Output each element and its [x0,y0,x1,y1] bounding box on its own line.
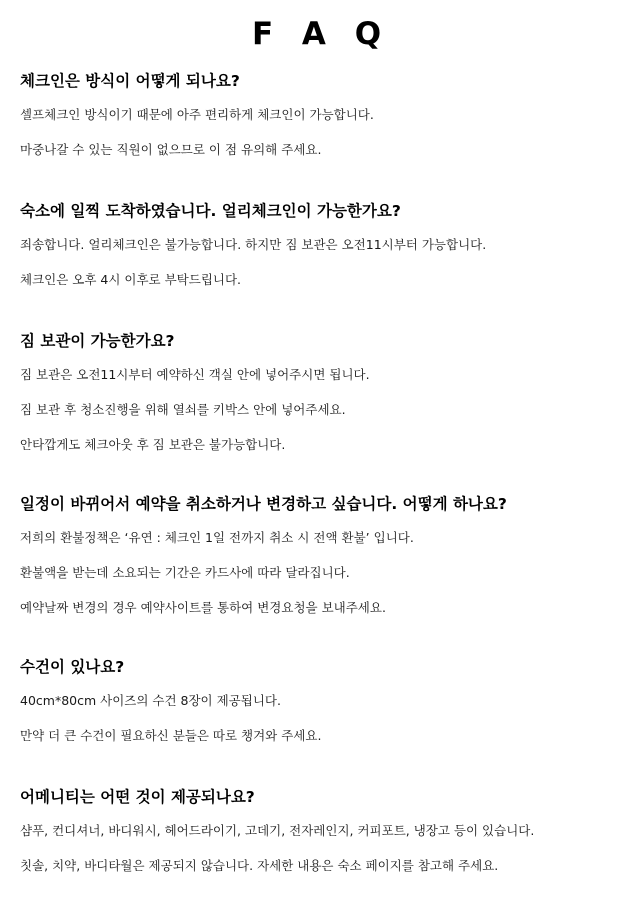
faq-section-towels [20,656,632,745]
faq-answer: 짐 보관 후 청소진행을 위해 열쇠를 키박스 안에 넣어주세요. [20,402,346,417]
faq-answer: 안타깝게도 체크아웃 후 짐 보관은 불가능합니다. [20,437,286,452]
faq-answer: 저희의 환불정책은 ‘유연 : 체크인 1일 전까지 취소 시 전액 환불’ 입니다. [20,530,414,545]
faq-answer: 짐 보관은 오전11시부터 예약하신 객실 안에 넣어주시면 됩니다. [20,367,370,382]
faq-section-cancel-change [20,493,632,617]
faq-question: 일정이 바뀌어서 예약을 취소하거나 변경하고 싶습니다. 어떻게 하나요? [20,495,507,513]
faq-question: 어메니티는 어떤 것이 제공되나요? [20,788,255,806]
faq-answer: 마중나갈 수 있는 직원이 없으므로 이 점 유의해 주세요. [20,142,322,157]
faq-answer: 셀프체크인 방식이기 때문에 아주 편리하게 체크인이 가능합니다. [20,107,374,122]
faq-answer-list [20,366,632,454]
faq-answer: 칫솔, 치약, 바디타월은 제공되지 않습니다. 자세한 내용은 숙소 페이지를 참고해 주세요. [20,858,499,873]
faq-answer: 환불액을 받는데 소요되는 기간은 카드사에 따라 달라집니다. [20,565,350,580]
faq-section-early-checkin [20,200,632,289]
faq-answer: 만약 더 큰 수건이 필요하신 분들은 따로 챙겨와 주세요. [20,728,322,743]
faq-answer-list [20,692,632,745]
faq-question: 짐 보관이 가능한가요? [20,332,175,350]
faq-question: 숙소에 일찍 도착하였습니다. 얼리체크인이 가능한가요? [20,202,401,220]
faq-answer-list [20,529,632,617]
faq-answer: 죄송합니다. 얼리체크인은 불가능합니다. 하지만 짐 보관은 오전11시부터 가능합니다. [20,237,487,252]
faq-answer: 샴푸, 컨디셔너, 바디워시, 헤어드라이기, 고데기, 전자레인지, 커피포트, 냉장고 등이 있습니다. [20,823,535,838]
faq-section-amenities [20,786,632,875]
page-title: F A Q [251,16,391,52]
faq-section-checkin-method [20,70,632,159]
faq-answer-list [20,236,632,289]
faq-section-luggage-storage [20,330,632,454]
faq-answer-list [20,822,632,875]
faq-answer: 예약날짜 변경의 경우 예약사이트를 통하여 변경요청을 보내주세요. [20,600,386,615]
faq-question: 체크인은 방식이 어떻게 되나요? [20,72,240,90]
faq-answer: 체크인은 오후 4시 이후로 부탁드립니다. [20,272,242,287]
faq-answer: 40cm*80cm 사이즈의 수건 8장이 제공됩니다. [20,693,281,708]
faq-answer-list [20,106,632,159]
faq-question: 수건이 있나요? [20,658,125,676]
